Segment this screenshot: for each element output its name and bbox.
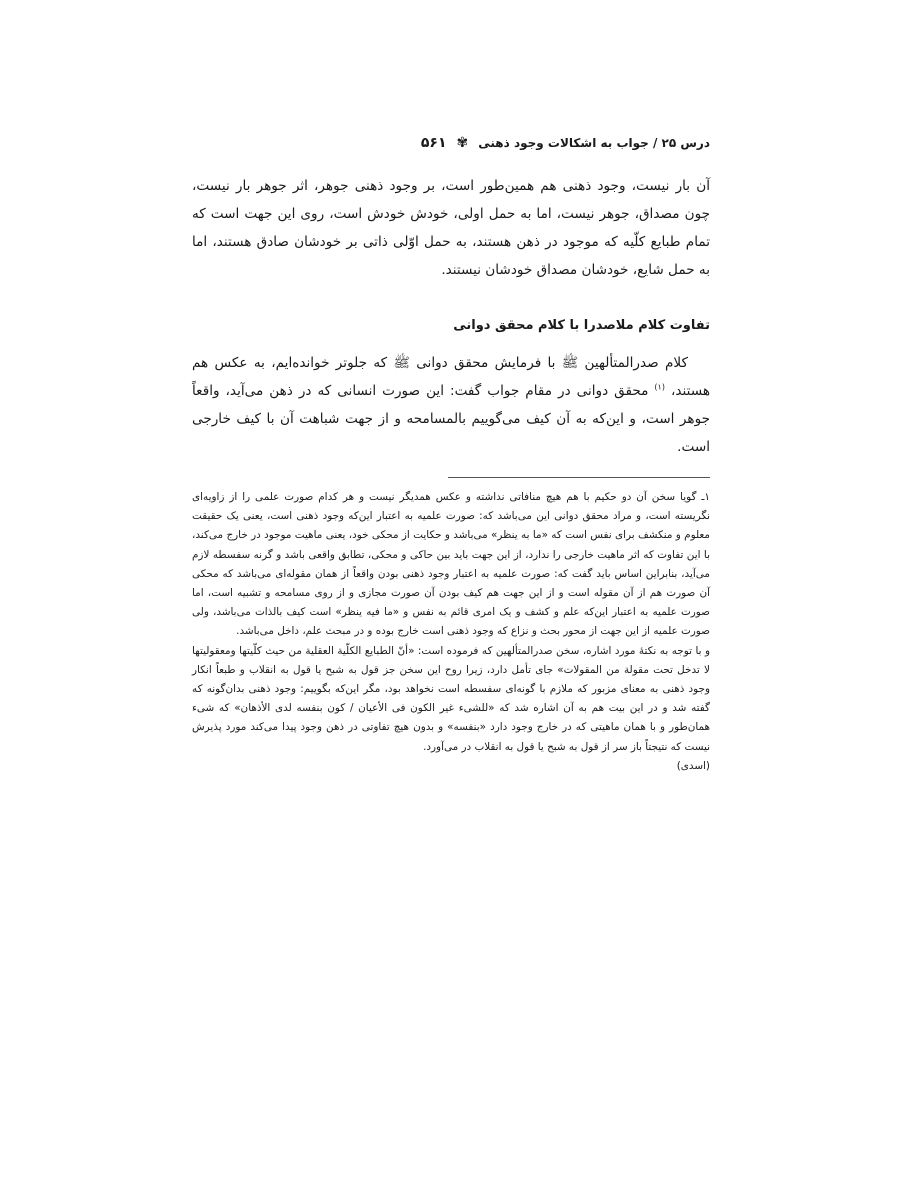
paragraph-2-part-b: محقق دوانی در مقام جواب گفت: این صورت انسانی که در ذهن می‌آید، واقعاً جوهر است، و این‌که به آن کیف می‌گوییم بالمسامحه و از جهت شباهت آن با کیف خارجی است. xyxy=(192,383,710,455)
footnote-1: ۱ـ گویا سخن آن دو حکیم با هم هیچ منافاتی نداشته و عکس همدیگر نیست و هر کدام صورت علمی را از زاویه‌ای نگریسته است، و مراد محقق دوانی این می‌باشد که: صورت علمیه به اعتبار این‌که وجود ذهنی است، یعنی یک حقیقت معلوم و منکشف برای نفس است که «ما به ینظر» می‌باشد و حکایت از محکی خود، یعنی ماهیت موجود در خارج می‌کند، با این تفاوت که اثر ماهیت خارجی را ندارد، از این جهت باید بین حاکی و محکی، تطابق واقعی باشد و گرنه سفسطه لازم می‌آید، بنابراین اساس باید گفت که: صورت علمیه به اعتبار وجود ذهنی بودن واقعاً از همان مقوله‌ای می‌باشد که محکی آن صورت هم از آن مقوله است و از این جهت هم کیف بودن آن صورت مجازی و از روی مسامحه و تشبیه است، اما صورت علمیه به اعتبار این‌که علم و کشف و یک امری قائم به نفس و «ما فیه ینظر» است کیف بالذات می‌باشد، ولی صورت علمیه از این جهت از محور بحث و نزاع که وجود ذهنی است خارج بوده و در مبحث علم، داخل می‌باشد. xyxy=(192,491,710,638)
running-header xyxy=(192,130,710,156)
footnote-marker[interactable]: (۱) xyxy=(654,382,665,392)
footnote-divider-wrap xyxy=(192,461,710,488)
running-title: درس ۲۵ / جواب به اشکالات وجود ذهنی xyxy=(478,136,710,150)
section-heading: تفاوت کلام ملاصدرا با کلام محقق دوانی xyxy=(453,318,710,333)
footnote-signature: (اسدی) xyxy=(676,759,710,772)
footnotes xyxy=(192,488,710,776)
footnote-divider xyxy=(448,477,710,478)
main-text xyxy=(192,172,710,461)
flower-ornament-icon: ✾ xyxy=(456,135,469,151)
footnote-2: و با توجه به نکتهٔ مورد اشاره، سخن صدرالمتألهین که فرموده است: «أنّ الطبایع الکلّیة العقلیة من حیث کلّیتها ومعقولیتها لا تدخل تحت مقولة من المقولات» جای تأمل دارد، زیرا روح این سخن جز قول به شبح یا قول به انقلاب و طبعاً انکار وجود ذهنی به معنای مزبور که ملازم با گونه‌ای سفسطه است نخواهد بود، مگر این‌که بگوییم: وجود ذهنی بدان‌گونه که گفته شد و در این بیت هم به آن اشاره شد که «للشیء غیر الکون فی الأعیان / کون بنفسه لدی الأذهان» که شیء همان‌طور و با همان ماهیتی که در خارج وجود دارد «بنفسه» و بدون هیچ تفاوتی در ذهن وجود پیدا می‌کند مورد پذیرش نیست که نتیجتاً باز سر از قول به شبح یا قول به انقلاب در می‌آورد. xyxy=(192,644,710,753)
page-number: ۵۶۱ xyxy=(420,135,447,151)
book-page xyxy=(192,130,710,776)
paragraph-2 xyxy=(192,349,710,461)
paragraph-1: آن بار نیست، وجود ذهنی هم همین‌طور است، بر وجود ذهنی جوهر، اثر جوهر بار نیست، چون مصداق، جوهر نیست، اما به حمل اولی، خودش خودش است، روی این جهت است که تمام طبایع کلّیه که موجود در ذهن هستند، به حمل اوّلی ذاتی بر خودشان صادق هستند، اما به حمل شایع، خودشان مصداق خودشان نیستند. xyxy=(192,178,710,278)
paragraph-2-part-a: کلام صدرالمتألهین ﷺ با فرمایش محقق دوانی ﷺ که جلوتر خوانده‌ایم، به عکس هم هستند، xyxy=(192,355,711,399)
